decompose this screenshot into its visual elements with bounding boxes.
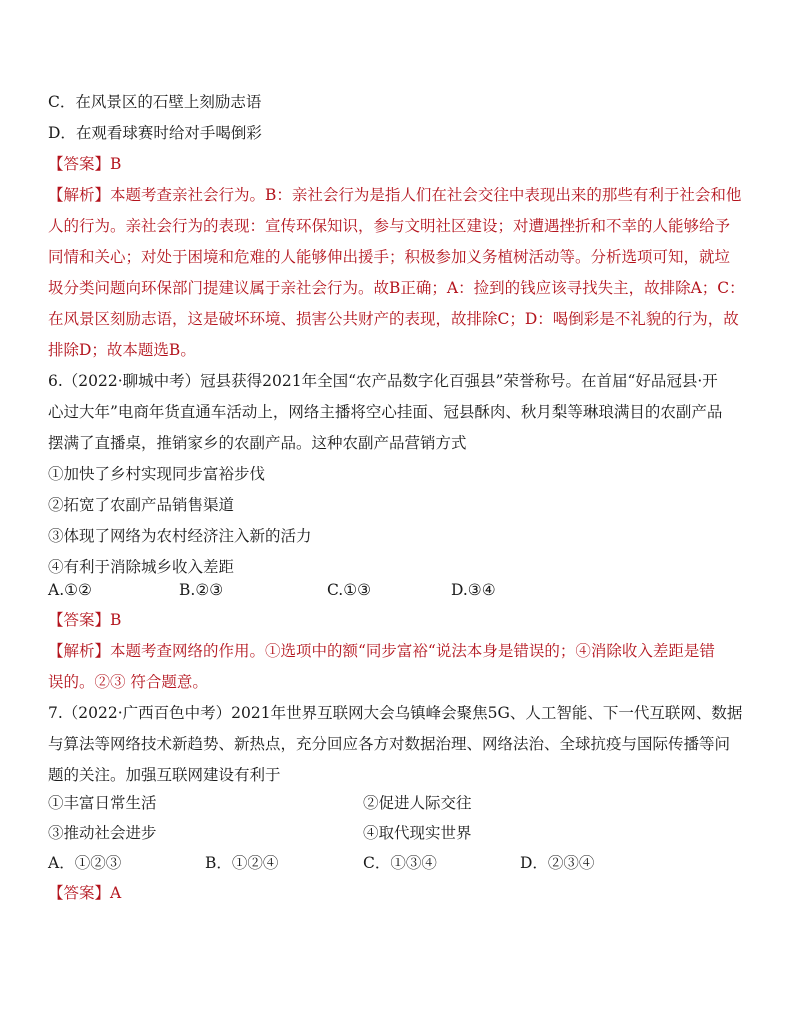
q7-choice-a: A．①②③ <box>48 854 122 872</box>
answer-value: B <box>110 611 122 629</box>
q7-answer <box>48 883 748 903</box>
q6-statement: ②拓宽了农副产品销售渠道 <box>48 496 235 514</box>
q6-stem-line: 心过大年”电商年货直通车活动上，网络主播将空心挂面、冠县酥肉、秋月梨等琳琅满目的农副产品 <box>48 403 723 421</box>
answer-value: A <box>110 884 122 902</box>
q6-choices <box>48 580 748 600</box>
answer-tag: 【答案】 <box>48 611 111 629</box>
q7-statement: ③推动社会进步 <box>48 824 157 842</box>
q6-statement: ③体现了网络为农村经济注入新的活力 <box>48 527 312 545</box>
q6-statement: ①加快了乡村实现同步富裕步伐 <box>48 465 266 483</box>
answer-tag: 【答案】 <box>48 884 111 902</box>
q7-stem-line: 题的关注。加强互联网建设有利于 <box>48 766 281 784</box>
q5-option-c: C．在风景区的石壁上刻励志语 <box>48 93 262 111</box>
q7-choice-c: C．①③④ <box>363 854 437 872</box>
q5-analysis-line: 【解析】本题考查亲社会行为。B：亲社会行为是指人们在社会交往中表现出来的那些有利于社会和他 <box>48 186 742 204</box>
q6-analysis-line: 误的。②③ 符合题意。 <box>48 673 208 691</box>
q6-choice-b: B.②③ <box>179 581 224 599</box>
q7-stem-line: 7.（2022·广西百色中考）2021年世界互联网大会乌镇峰会聚焦5G、人工智能、下一代互联网、数据 <box>48 704 743 722</box>
q7-choice-d: D．②③④ <box>520 854 595 872</box>
q6-analysis-line: 【解析】本题考查网络的作用。①选项中的额“同步富裕“说法本身是错误的；④消除收入差距是错 <box>48 642 715 660</box>
q6-stem-line: 摆满了直播桌，推销家乡的农副产品。这种农副产品营销方式 <box>48 434 467 452</box>
q7-statements-row <box>48 823 748 843</box>
q5-analysis-line: 人的行为。亲社会行为的表现：宣传环保知识，参与文明社区建设；对遭遇挫折和不幸的人能够给予 <box>48 217 731 235</box>
q5-analysis-line: 同情和关心；对处于困境和危难的人能够伸出援手；积极参加义务植树活动等。分析选项可知，就垃 <box>48 248 731 266</box>
q6-choice-c: C.①③ <box>327 581 372 599</box>
q5-analysis-line: 排除D；故本题选B。 <box>48 341 196 359</box>
q5-answer <box>48 154 748 174</box>
answer-value: B <box>110 155 122 173</box>
q5-option-d: D．在观看球赛时给对手喝倒彩 <box>48 124 262 142</box>
q5-analysis-line: 圾分类问题向环保部门提建议属于亲社会行为。故B正确；A：捡到的钱应该寻找失主，故排除A；C： <box>48 279 745 297</box>
q7-statements-row <box>48 793 748 813</box>
q7-statement: ①丰富日常生活 <box>48 794 157 812</box>
q6-statement: ④有利于消除城乡收入差距 <box>48 558 235 576</box>
q6-choice-a: A.①② <box>48 581 92 599</box>
q7-stem-line: 与算法等网络技术新趋势、新热点，充分回应各方对数据治理、网络法治、全球抗疫与国际传播等问 <box>48 735 731 753</box>
q7-statement: ④取代现实世界 <box>363 824 472 842</box>
q7-choices <box>48 853 748 873</box>
q6-stem-line: 6.（2022·聊城中考）冠县获得2021年全国“农产品数字化百强县”荣誉称号。在首届“好品冠县·开 <box>48 372 718 390</box>
q7-statement: ②促进人际交往 <box>363 794 472 812</box>
q6-choice-d: D.③④ <box>451 581 496 599</box>
q7-choice-b: B．①②④ <box>205 854 279 872</box>
q6-answer <box>48 610 748 630</box>
answer-tag: 【答案】 <box>48 155 111 173</box>
q5-analysis-line: 在风景区刻励志语，这是破坏环境、损害公共财产的表现，故排除C；D：喝倒彩是不礼貌的行为，故 <box>48 310 739 328</box>
